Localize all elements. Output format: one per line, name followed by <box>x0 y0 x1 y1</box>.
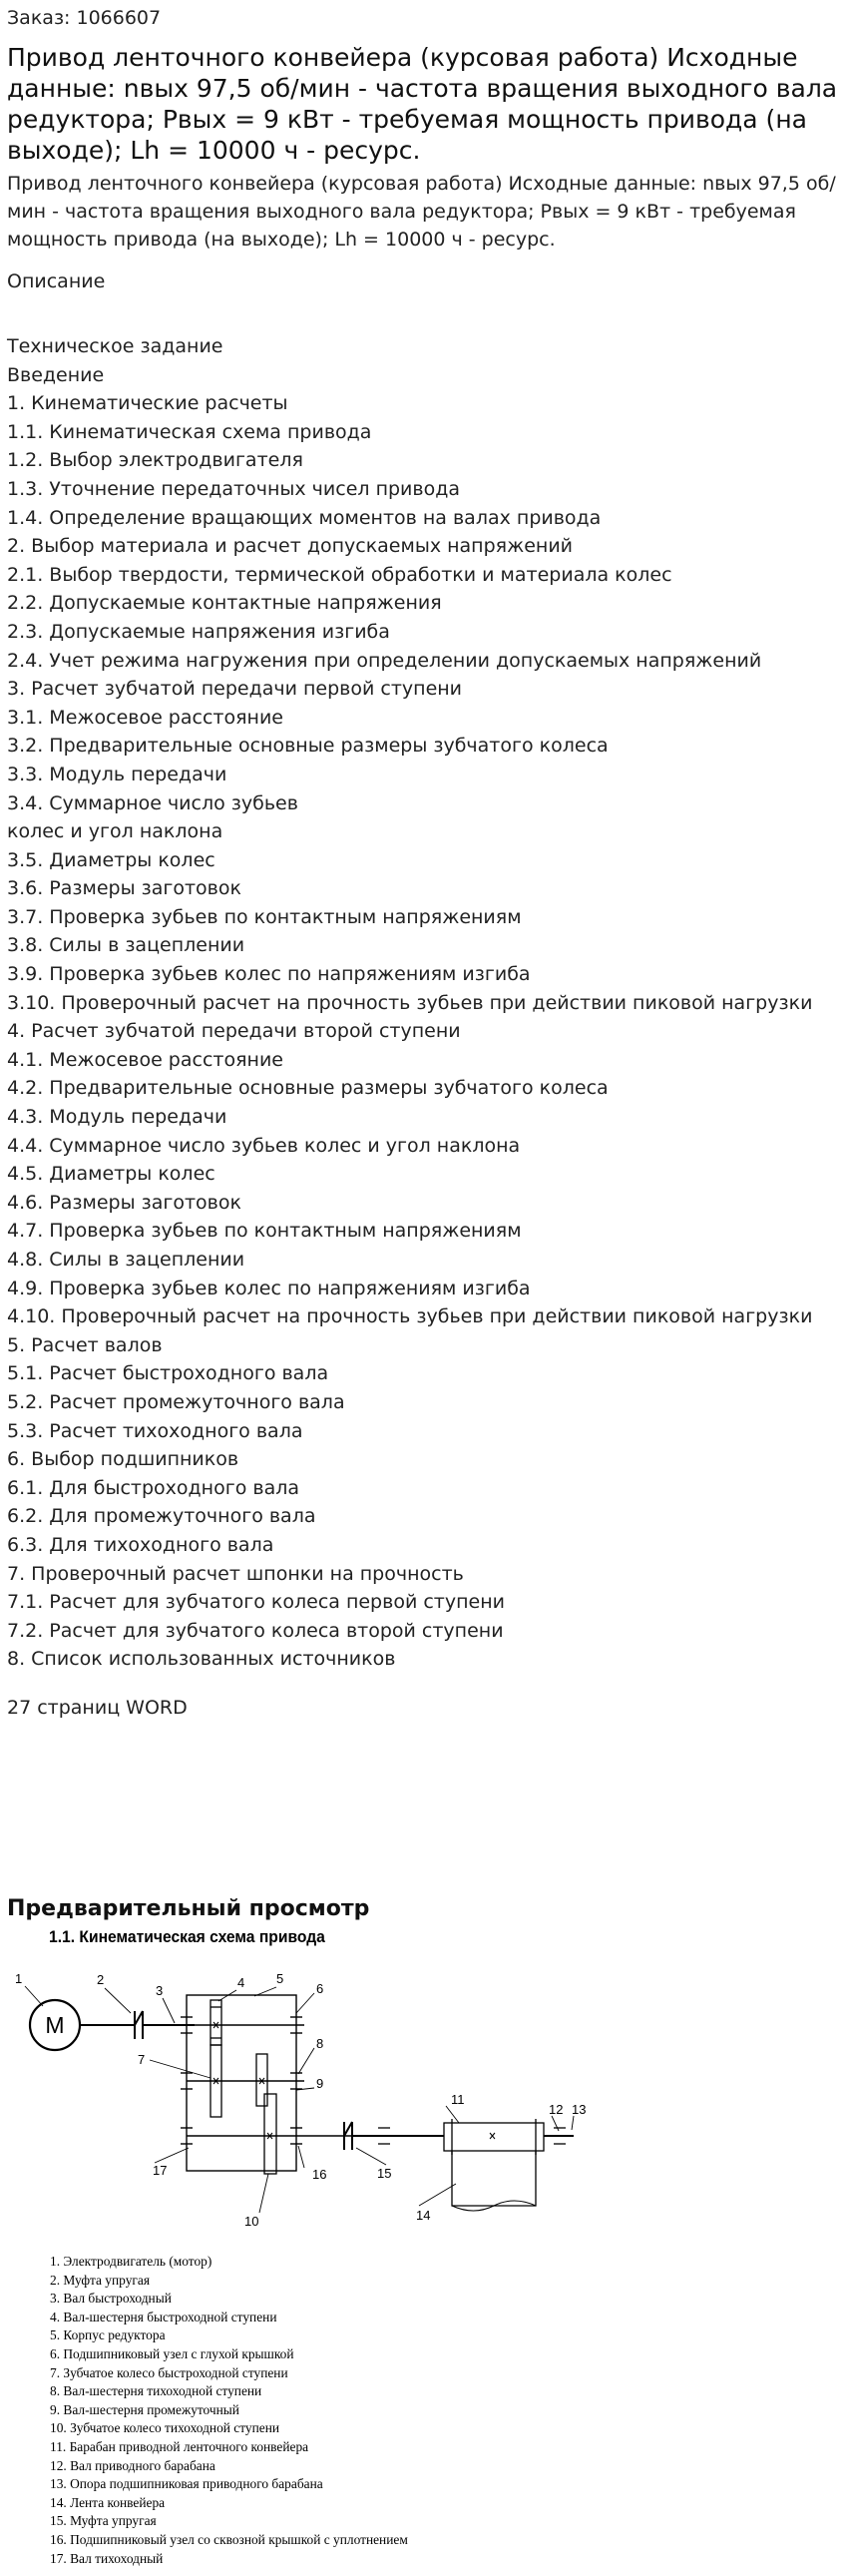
diagram-num-2: 2 <box>97 1972 105 1987</box>
toc-item: 4.5. Диаметры колес <box>7 1163 215 1186</box>
diagram-num-16: 16 <box>312 2167 327 2182</box>
toc-item: 6.2. Для промежуточного вала <box>7 1505 316 1528</box>
toc-item: 4.1. Межосевое расстояние <box>7 1048 283 1071</box>
legend-item: 10. Зубчатое колесо тихоходной ступени <box>50 2420 280 2436</box>
legend-item: 13. Опора подшипниковая приводного барабана <box>50 2476 323 2492</box>
diagram-num-8: 8 <box>316 2036 324 2051</box>
toc-item: 8. Список использованных источников <box>7 1648 396 1671</box>
toc-item: 3.2. Предварительные основные размеры зубчатого колеса <box>7 735 609 758</box>
toc-item: 4.7. Проверка зубьев по контактным напряжениям <box>7 1220 522 1243</box>
preview-heading: Предварительный просмотр <box>7 1896 370 1921</box>
toc-item: 4.10. Проверочный расчет на прочность зубьев при действии пиковой нагрузки <box>7 1305 813 1328</box>
toc-item: 3.1. Межосевое расстояние <box>7 706 283 729</box>
diagram-num-1: 1 <box>15 1971 23 1986</box>
toc-item: 3.8. Силы в зацеплении <box>7 934 245 957</box>
legend-item: 11. Барабан приводной ленточного конвейера <box>50 2438 309 2454</box>
diagram-numbers <box>15 1971 586 2229</box>
toc-item: 1.1. Кинематическая схема привода <box>7 420 372 443</box>
toc-item: 6.1. Для быстроходного вала <box>7 1476 299 1499</box>
motor-label: M <box>45 2012 65 2038</box>
drive-drum <box>444 2123 544 2151</box>
toc-item: 5. Расчет валов <box>7 1333 163 1356</box>
table-of-contents <box>7 332 840 1674</box>
diagram-num-4: 4 <box>237 1975 245 1990</box>
diagram-num-5: 5 <box>276 1971 284 1986</box>
motor-symbol <box>30 2000 80 2050</box>
summary-text: Привод ленточного конвейера (курсовая работа) Исходные данные: nвых 97,5 об/мин - частота вращения выходного вала редуктора; Pвых = 9 кВт - требуемая мощность привода (на выходе); Lh = 10000 ч - ресурс. <box>7 173 836 251</box>
legend-item: 1. Электродвигатель (мотор) <box>50 2254 212 2269</box>
coupling-2 <box>135 2011 143 2039</box>
diagram-legend <box>50 2253 408 2568</box>
legend-item: 5. Корпус редуктора <box>50 2327 166 2343</box>
toc-item: 3.4. Суммарное число зубьев <box>7 791 298 814</box>
toc-item: 4.6. Размеры заготовок <box>7 1191 241 1214</box>
diagram-num-10: 10 <box>244 2214 259 2229</box>
toc-item: колес и угол наклона <box>7 820 223 843</box>
order-number: Заказ: 1066607 <box>7 7 162 29</box>
legend-item: 15. Муфта упругая <box>50 2513 157 2529</box>
toc-item: 3. Расчет зубчатой передачи первой ступени <box>7 678 463 701</box>
toc-item: 3.6. Размеры заготовок <box>7 877 241 900</box>
legend-item: 14. Лента конвейера <box>50 2494 166 2510</box>
toc-item: 4. Расчет зубчатой передачи второй ступени <box>7 1020 461 1043</box>
toc-item: 3.9. Проверка зубьев колес по напряжениям изгиба <box>7 963 531 986</box>
legend-item: 7. Зубчатое колесо быстроходной ступени <box>50 2364 288 2380</box>
toc-item: 4.4. Суммарное число зубьев колес и угол наклона <box>7 1134 521 1157</box>
gearbox-housing <box>187 1995 296 2171</box>
toc-item: 1.2. Выбор электродвигателя <box>7 449 303 472</box>
legend-item: 6. Подшипниковый узел с глухой крышкой <box>50 2345 294 2361</box>
toc-item: 5.2. Расчет промежуточного вала <box>7 1390 345 1413</box>
toc-item: 3.5. Диаметры колес <box>7 848 215 871</box>
toc-item: Введение <box>7 363 105 386</box>
toc-item: 5.1. Расчет быстроходного вала <box>7 1362 329 1385</box>
diagram-num-15: 15 <box>377 2166 392 2181</box>
legend-item: 17. Вал тихоходный <box>50 2550 164 2566</box>
legend-item: 4. Вал-шестерня быстроходной ступени <box>50 2309 277 2324</box>
diagram-num-6: 6 <box>316 1981 324 1996</box>
toc-item: 1. Кинематические расчеты <box>7 392 288 415</box>
legend-item: 3. Вал быстроходный <box>50 2291 172 2307</box>
diagram-num-14: 14 <box>416 2208 431 2223</box>
page-count: 27 страниц WORD <box>7 1697 188 1719</box>
diagram-num-13: 13 <box>572 2102 587 2117</box>
toc-item: 7.1. Расчет для зубчатого колеса первой ступени <box>7 1591 505 1614</box>
toc-item: 1.3. Уточнение передаточных чисел привода <box>7 477 460 500</box>
diagram-num-3: 3 <box>156 1983 164 1998</box>
toc-item: 2.4. Учет режима нагружения при определении допускаемых напряжений <box>7 649 762 672</box>
toc-item: 6.3. Для тихоходного вала <box>7 1533 274 1556</box>
toc-item: 3.3. Модуль передачи <box>7 763 227 785</box>
toc-item: 2.2. Допускаемые контактные напряжения <box>7 592 442 615</box>
toc-item: 4.8. Силы в зацеплении <box>7 1249 245 1271</box>
toc-item: 4.9. Проверка зубьев колес по напряжениям изгиба <box>7 1277 531 1299</box>
legend-item: 8. Вал-шестерня тихоходной ступени <box>50 2383 262 2399</box>
legend-item: 9. Вал-шестерня промежуточный <box>50 2401 239 2417</box>
legend-item: 2. Муфта упругая <box>50 2272 150 2288</box>
toc-item: 7.2. Расчет для зубчатого колеса второй ступени <box>7 1619 504 1642</box>
toc-item: 4.3. Модуль передачи <box>7 1106 227 1129</box>
toc-item: Техническое задание <box>7 335 223 357</box>
kinematic-scheme-diagram <box>15 1968 587 2248</box>
toc-item: 7. Проверочный расчет шпонки на прочность <box>7 1562 464 1585</box>
diagram-num-7: 7 <box>138 2052 146 2067</box>
diagram-num-12: 12 <box>549 2102 564 2117</box>
toc-item: 6. Выбор подшипников <box>7 1448 239 1471</box>
legend-item: 12. Вал приводного барабана <box>50 2457 215 2473</box>
toc-item: 1.4. Определение вращающих моментов на валах привода <box>7 506 602 529</box>
toc-item: 4.2. Предварительные основные размеры зубчатого колеса <box>7 1077 609 1100</box>
toc-item: 3.7. Проверка зубьев по контактным напряжениям <box>7 905 522 928</box>
diagram-num-11: 11 <box>451 2092 465 2107</box>
diagram-num-9: 9 <box>316 2076 324 2091</box>
scheme-heading: 1.1. Кинематическая схема привода <box>49 1927 325 1946</box>
toc-item: 2. Выбор материала и расчет допускаемых напряжений <box>7 535 574 558</box>
description-heading: Описание <box>7 270 106 292</box>
toc-item: 2.3. Допускаемые напряжения изгиба <box>7 620 390 643</box>
page-title: Привод ленточного конвейера (курсовая работа) Исходные данные: nвых 97,5 об/мин - частота вращения выходного вала редуктора; Pвых = 9 кВт - требуемая мощность привода (на выходе); Lh = 10000 ч - ресурс. <box>7 43 838 165</box>
conveyor-belt <box>452 2151 536 2206</box>
legend-item: 16. Подшипниковый узел со сквозной крышкой с уплотнением <box>50 2531 408 2547</box>
toc-item: 2.1. Выбор твердости, термической обработки и материала колес <box>7 563 672 586</box>
toc-item: 5.3. Расчет тихоходного вала <box>7 1419 303 1442</box>
diagram-num-17: 17 <box>153 2163 168 2178</box>
toc-item: 3.10. Проверочный расчет на прочность зубьев при действии пиковой нагрузки <box>7 991 813 1014</box>
gear-pinion-slow <box>256 2054 267 2106</box>
leader-lines <box>25 1986 574 2213</box>
